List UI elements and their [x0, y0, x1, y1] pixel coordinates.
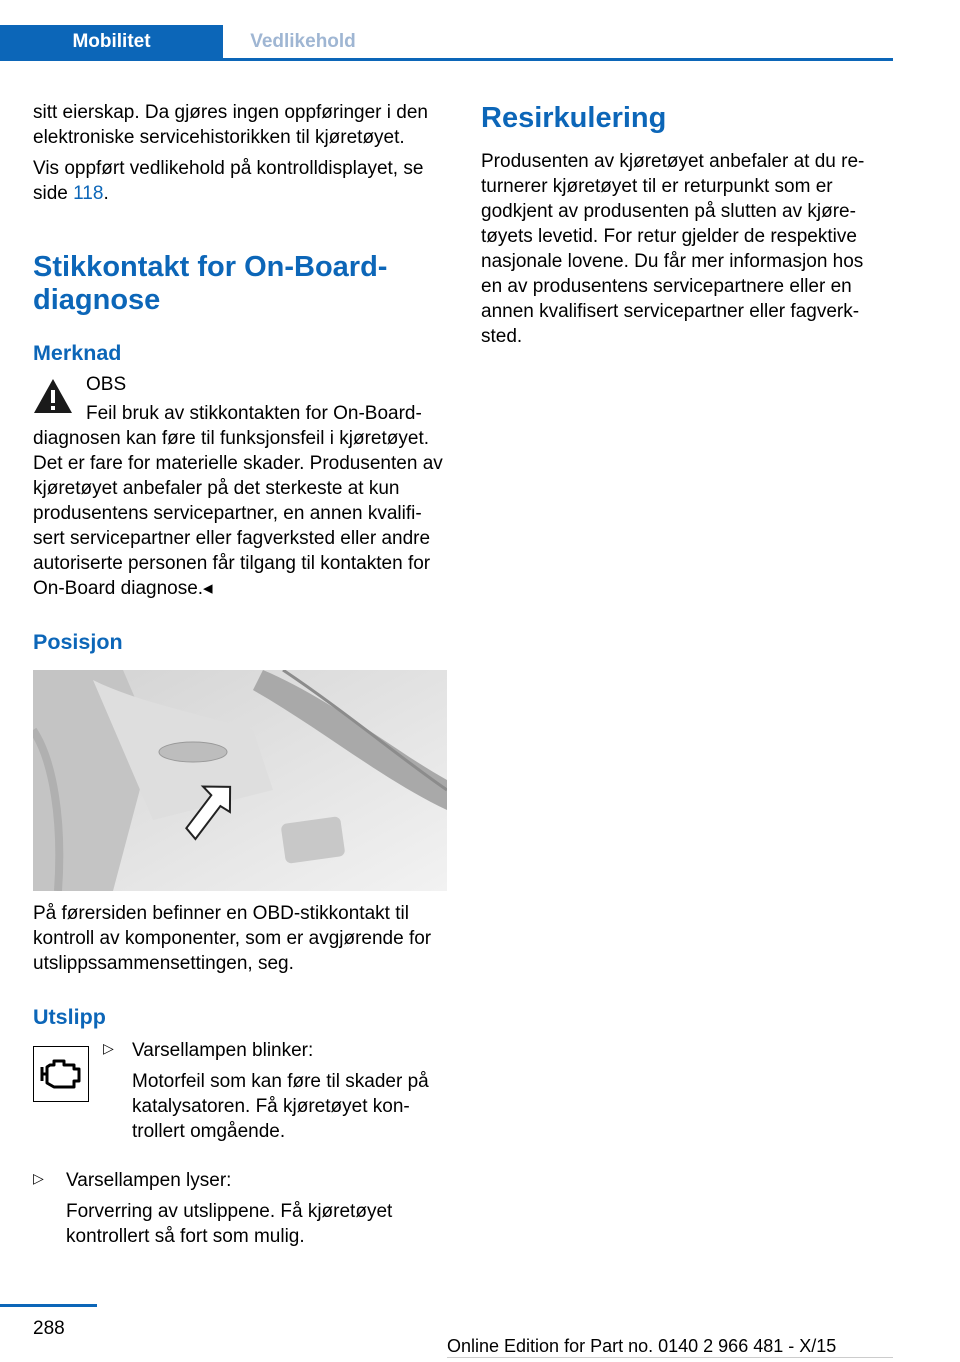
resirkulering-paragraph: Produsenten av kjøretøyet anbefaler at du re-turnerer kjøretøyet til er returpunkt som er godkjent av produsenten på slutten av kjøre-tøyets levetid. For retur gjelder de respektive nasjonale lovene. Du får mer informasjon hos en av produsentens servicepartnere eller en annen kvalifisert servicepartner eller fagverk-sted.	[481, 151, 865, 347]
utslipp-heading: Utslipp	[33, 1005, 106, 1029]
footer-divider	[447, 1357, 893, 1358]
dashboard-photo-illustration	[33, 670, 447, 891]
intro-punct: .	[103, 183, 109, 204]
intro-paragraph-2	[33, 156, 443, 206]
merknad-heading: Merknad	[33, 341, 122, 365]
resirkulering-heading: Resirkulering	[481, 102, 667, 134]
item-2-text: Forverring av utslippene. Få kjøretøyet kontrollert så fort som mulig.	[66, 1201, 393, 1247]
posisjon-paragraph: På førersiden befinner en OBD-stikkontakt til kontroll av komponenter, som er avgjørende for utslippssammensettingen, seg.	[33, 903, 432, 974]
warning-label: OBS	[86, 374, 127, 395]
posisjon-heading: Posisjon	[33, 630, 123, 654]
emission-item-1	[33, 1038, 451, 1168]
bullet-triangle-icon: ▷	[103, 1040, 114, 1056]
intro-paragraph: sitt eierskap. Da gjøres ingen oppføringer i den elektroniske servicehistorikken til kjøretøyet.	[33, 102, 428, 148]
section-title-line-1: Stikkontakt for On-Board-	[33, 251, 388, 283]
warning-triangle-icon	[33, 378, 73, 414]
emission-item-2	[33, 1168, 451, 1258]
item-1-text: Motorfeil som kan føre til skader på katalysatoren. Få kjøretøyet kon-trollert omgående.	[132, 1071, 429, 1142]
left-column	[33, 100, 451, 1258]
warning-box	[33, 372, 451, 601]
tab-vedlikehold[interactable]: Vedlikehold	[250, 30, 356, 52]
page-number: 288	[33, 1318, 65, 1339]
section-title-line-2: diagnose	[33, 284, 161, 316]
page-link[interactable]: 118	[73, 183, 104, 204]
engine-warning-icon	[33, 1046, 89, 1102]
obd-location-photo	[33, 670, 447, 891]
chapter-tabbar	[0, 25, 893, 61]
right-column	[481, 100, 891, 355]
item-1-title: Varsellampen blinker:	[132, 1040, 314, 1061]
tab-mobilitet[interactable]: Mobilitet	[0, 25, 223, 58]
bullet-triangle-icon: ▷	[33, 1170, 44, 1186]
page-number-bar	[0, 1304, 97, 1307]
edition-footer: Online Edition for Part no. 0140 2 966 481 - X/15	[447, 1336, 837, 1356]
item-2-title: Varsellampen lyser:	[66, 1170, 232, 1191]
intro-text: Vis oppført vedlikehold på kontrolldisplayet, se side	[33, 158, 424, 204]
section-title	[33, 251, 451, 317]
warning-text: Feil bruk av stikkontakten for On-Board-diagnosen kan føre til funksjonsfeil i kjøretøyet. Det er fare for materielle skader. Produsenten av kjøretøyet anbefaler på det sterkeste at kun produsentens servicepartner, en annen kvalifi-sert servicepartner eller fagverksted eller andre autoriserte personen får tilgang til kontakten for On-Board diagnose.◂	[33, 403, 443, 599]
